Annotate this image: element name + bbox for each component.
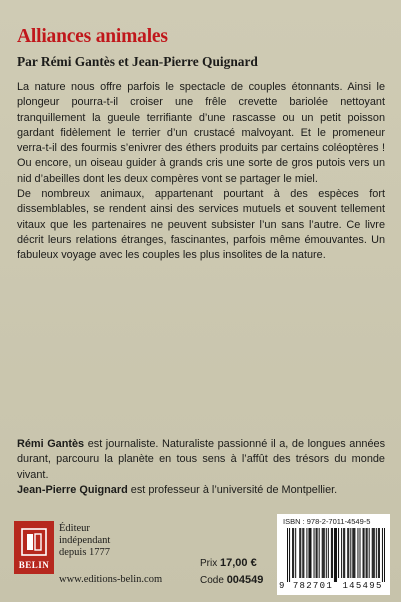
authors-line: Par Rémi Gantès et Jean-Pierre Quignard xyxy=(17,54,258,69)
barcode-bar xyxy=(316,528,317,578)
summary-paragraph: La nature nous offre parfois le spectacle de couples étonnants. Ainsi le plongeur pourra-t-il croiser une frêle crevette bariolée nettoyant tranquillement la gueule terrifiante d’une rascasse ou un petit poisson gardant fidèlement le terrier d’un crustacé malvoyant. Et le promeneur verra-t-il des fourmis s’enivrer des éthers produits par certains coléoptères ! Ou encore, un oiseau guider à grands cris une sorte de gros putois vers un nid d’abeilles dont les deux compères vont se partager le miel. xyxy=(17,81,385,185)
barcode-bar xyxy=(373,528,374,578)
ean-right-group: 145495 xyxy=(342,581,383,591)
product-code xyxy=(200,574,263,586)
barcode-bar xyxy=(350,528,351,578)
barcode-bar xyxy=(326,528,327,578)
barcode-bar xyxy=(372,528,373,578)
barcode-bar xyxy=(328,528,329,578)
barcode-bar xyxy=(376,528,377,578)
barcode-bar xyxy=(314,528,315,578)
bio-name: Rémi Gantès xyxy=(17,438,85,450)
barcode-bar xyxy=(379,528,380,578)
barcode-bar xyxy=(374,528,375,578)
barcode-bar xyxy=(293,528,294,578)
barcode-bar xyxy=(364,528,365,578)
barcode-bar xyxy=(319,528,320,578)
barcode-bar xyxy=(302,528,303,578)
barcode-bar xyxy=(384,528,385,582)
ean-digits xyxy=(279,581,389,591)
barcode-bar xyxy=(341,528,342,578)
barcode-bar xyxy=(308,528,309,578)
code-label: Code xyxy=(200,575,224,586)
barcode-bar xyxy=(347,528,348,578)
barcode-bar xyxy=(300,528,301,578)
belin-logo-text: BELIN xyxy=(18,560,50,570)
barcode-bar xyxy=(295,528,296,578)
barcode-bar xyxy=(357,528,358,578)
barcode-bar xyxy=(303,528,304,578)
publisher-tagline xyxy=(59,523,110,559)
summary-paragraph: De nombreux animaux, appartenant pourtant à des espèces fort dissemblables, se rendent ainsi des services mutuels et souvent tellement vitaux que les partenaires ne peuvent subsister l’un sans l’autre. Ce livre décrit leurs relations étranges, fascinantes, parfois même émouvantes. Un fabuleux voyage avec les couples les plus insolites de la nature. xyxy=(17,188,385,262)
barcode-bar xyxy=(309,528,310,578)
barcode-bar xyxy=(317,528,318,578)
price-label: Prix xyxy=(200,558,218,569)
code-value: 004549 xyxy=(226,574,264,586)
author-bios xyxy=(17,437,385,498)
bio-text: est professeur à l’université de Montpellier. xyxy=(127,483,338,496)
barcode-bar xyxy=(287,528,288,582)
summary-text xyxy=(17,80,385,264)
barcode-bar xyxy=(299,528,300,578)
barcode-bar xyxy=(336,528,337,582)
belin-logo xyxy=(14,521,54,574)
barcode-bar xyxy=(369,528,370,578)
barcode-bar xyxy=(335,528,336,582)
barcode-bar xyxy=(338,528,339,578)
barcode-bar xyxy=(366,528,367,578)
price xyxy=(200,557,257,569)
barcode-bar xyxy=(324,528,325,578)
barcode-bar xyxy=(353,528,354,578)
barcode-bar xyxy=(331,528,332,578)
barcode-bar xyxy=(344,528,345,578)
barcode-bar xyxy=(334,528,335,582)
barcode-bar xyxy=(343,528,344,578)
barcode-bar xyxy=(378,528,379,578)
ean-left-group: 782701 xyxy=(292,581,334,591)
publisher-website: www.editions-belin.com xyxy=(59,574,163,585)
bio-quignard xyxy=(17,483,385,498)
price-value: 17,00 € xyxy=(220,557,257,569)
bio-text: est journaliste. Naturaliste passionné il a, de longues années durant, parcouru la planète en tous sens à l’affût des trésors du monde vivant. xyxy=(17,438,386,481)
bio-remi xyxy=(17,437,385,483)
tagline-line: indépendant xyxy=(59,535,111,546)
barcode-bar xyxy=(289,528,290,582)
isbn-text: ISBN : 978-2-7011-4549-5 xyxy=(283,517,371,526)
barcode-bar xyxy=(322,528,323,578)
barcode-bar xyxy=(382,528,383,582)
barcode-bar xyxy=(363,528,364,578)
barcode-bar xyxy=(292,528,293,578)
barcode-bar xyxy=(354,528,355,578)
barcode-bar xyxy=(310,528,311,578)
ean-first-digit: 9 xyxy=(279,581,285,591)
belin-emblem-icon xyxy=(20,527,48,557)
barcode-bar xyxy=(306,528,307,578)
tagline-line: depuis 1777 xyxy=(59,547,111,558)
barcode-bar xyxy=(323,528,324,578)
barcode-bar xyxy=(348,528,349,578)
barcode-bar xyxy=(367,528,368,578)
bio-name: Jean-Pierre Quignard xyxy=(17,483,128,496)
book-title: Alliances animales xyxy=(17,26,168,47)
barcode-box xyxy=(277,514,390,595)
barcode-bar xyxy=(352,528,353,578)
barcode-bar xyxy=(332,528,333,578)
barcode-icon xyxy=(287,528,385,582)
tagline-line: Éditeur xyxy=(59,523,90,534)
barcode-bar xyxy=(359,528,360,578)
